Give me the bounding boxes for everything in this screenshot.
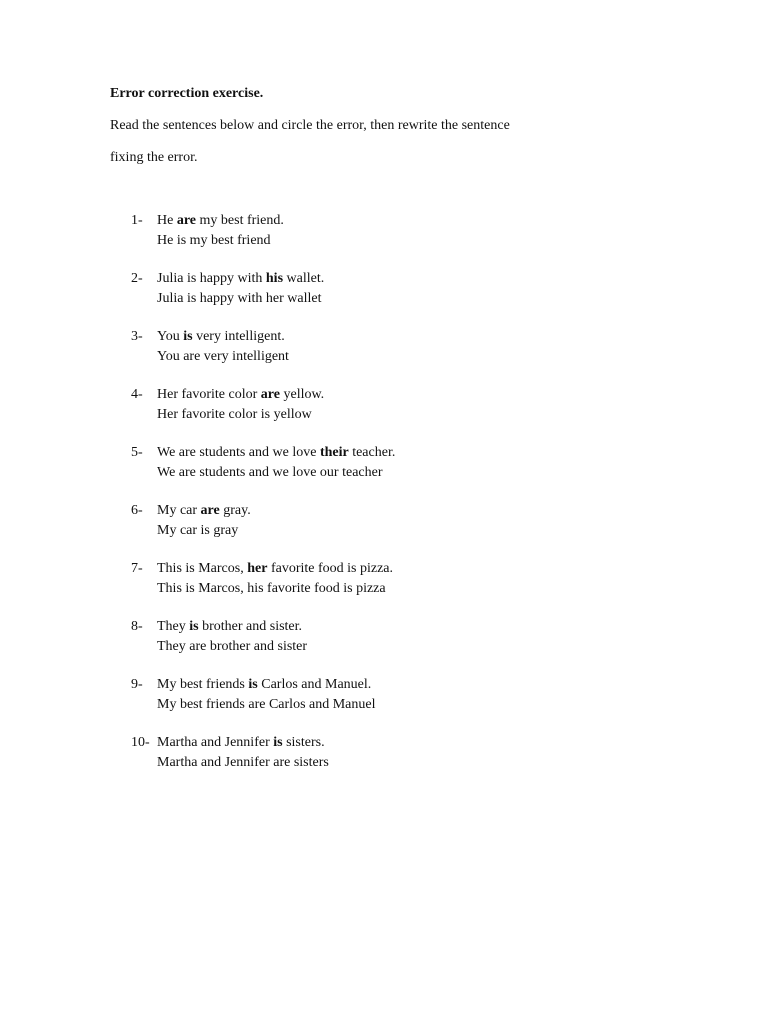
exercise-item <box>0 617 768 657</box>
sentence-text-before: He <box>157 213 177 228</box>
incorrect-sentence <box>157 501 251 520</box>
incorrect-sentence <box>157 327 285 346</box>
item-number: 6- <box>131 503 143 518</box>
sentence-text-after: yellow. <box>279 387 325 402</box>
error-word: is <box>189 619 199 634</box>
sentence-text-after: wallet. <box>283 271 325 286</box>
incorrect-sentence <box>157 269 324 288</box>
incorrect-sentence <box>157 675 371 694</box>
page-title: Error correction exercise. <box>110 86 264 101</box>
incorrect-sentence <box>157 385 324 404</box>
corrected-sentence: My car is gray <box>157 523 239 538</box>
sentence-text-before: They <box>157 619 190 634</box>
incorrect-sentence <box>157 733 325 752</box>
item-number: 5- <box>131 445 143 460</box>
item-number: 2- <box>131 271 143 286</box>
corrected-sentence: Martha and Jennifer are sisters <box>157 755 329 770</box>
sentence-text-before: Martha and Jennifer <box>157 735 274 750</box>
error-word: is <box>183 329 193 344</box>
sentence-text-after: my best friend. <box>196 213 284 228</box>
exercise-item <box>0 269 768 309</box>
sentence-text-before: Her favorite color <box>157 387 261 402</box>
error-word: are <box>200 503 220 518</box>
incorrect-sentence <box>157 559 393 578</box>
item-number: 3- <box>131 329 143 344</box>
sentence-text-after: Carlos and Manuel. <box>257 677 372 692</box>
error-word: their <box>319 445 349 460</box>
sentence-text-after: brother and sister. <box>198 619 303 634</box>
corrected-sentence: This is Marcos, his favorite food is pizza <box>157 581 386 596</box>
exercise-item <box>0 675 768 715</box>
item-number: 9- <box>131 677 143 692</box>
exercise-item <box>0 733 768 773</box>
corrected-sentence: They are brother and sister <box>157 639 308 654</box>
sentence-text-before: My car <box>157 503 201 518</box>
error-word: her <box>247 561 268 576</box>
corrected-sentence: He is my best friend <box>157 233 271 248</box>
corrected-sentence: We are students and we love our teacher <box>157 465 383 480</box>
error-word: is <box>248 677 258 692</box>
corrected-sentence: Julia is happy with her wallet <box>157 291 322 306</box>
sentence-text-after: gray. <box>219 503 251 518</box>
sentence-text-after: teacher. <box>348 445 396 460</box>
exercise-item <box>0 327 768 367</box>
incorrect-sentence <box>157 443 395 462</box>
incorrect-sentence <box>157 211 284 230</box>
item-number: 8- <box>131 619 143 634</box>
corrected-sentence: Her favorite color is yellow <box>157 407 312 422</box>
sentence-text-after: favorite food is pizza. <box>267 561 393 576</box>
corrected-sentence: You are very intelligent <box>157 349 289 364</box>
exercise-item <box>0 501 768 541</box>
exercise-item <box>0 559 768 599</box>
sentence-text-before: This is Marcos, <box>157 561 248 576</box>
sentence-text-before: Julia is happy with <box>157 271 266 286</box>
instructions-line-2: fixing the error. <box>110 150 198 165</box>
corrected-sentence: My best friends are Carlos and Manuel <box>157 697 376 712</box>
error-word: his <box>265 271 284 286</box>
sentence-text-before: You <box>157 329 184 344</box>
sentence-text-after: very intelligent. <box>192 329 285 344</box>
exercise-item <box>0 385 768 425</box>
sentence-text-after: sisters. <box>282 735 325 750</box>
incorrect-sentence <box>157 617 302 636</box>
item-number: 10- <box>131 735 150 750</box>
error-word: is <box>273 735 283 750</box>
error-word: are <box>260 387 280 402</box>
sentence-text-before: My best friends <box>157 677 249 692</box>
instructions-line-1: Read the sentences below and circle the error, then rewrite the sentence <box>110 118 510 133</box>
sentence-text-before: We are students and we love <box>157 445 320 460</box>
error-word: are <box>176 213 197 228</box>
exercise-item <box>0 443 768 483</box>
item-number: 1- <box>131 213 143 228</box>
item-number: 4- <box>131 387 143 402</box>
item-number: 7- <box>131 561 143 576</box>
exercise-item <box>0 211 768 251</box>
